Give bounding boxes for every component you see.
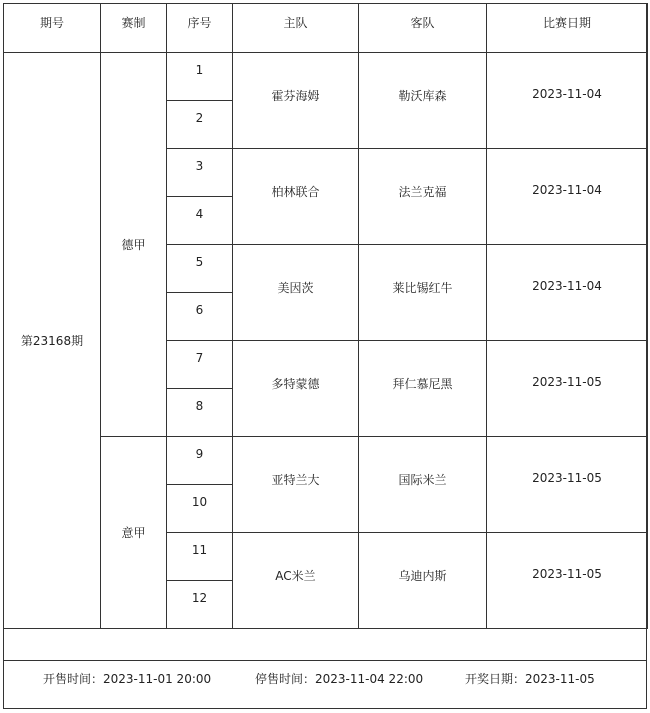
- away-team-cell: 乌迪内斯: [359, 533, 487, 629]
- league-cell-bundesliga: 德甲: [101, 53, 167, 437]
- table-row: [4, 53, 648, 101]
- number-cell: 12: [167, 581, 233, 629]
- header-number: 序号: [167, 4, 233, 53]
- match-date-cell: 2023-11-04: [487, 53, 648, 149]
- league-cell-serie-a: 意甲: [101, 437, 167, 629]
- table-row: [4, 437, 648, 485]
- number-cell: 6: [167, 293, 233, 341]
- header-away-team: 客队: [359, 4, 487, 53]
- sale-start-time: 开售时间：2023-11-01 20:00: [43, 672, 212, 686]
- match-date-cell: 2023-11-05: [487, 533, 648, 629]
- home-team-cell: 亚特兰大: [233, 437, 359, 533]
- away-team-cell: 法兰克福: [359, 149, 487, 245]
- match-date-cell: 2023-11-04: [487, 245, 648, 341]
- match-date-cell: 2023-11-05: [487, 437, 648, 533]
- home-team-cell: 霍芬海姆: [233, 53, 359, 149]
- number-cell: 8: [167, 389, 233, 437]
- match-date-cell: 2023-11-04: [487, 149, 648, 245]
- number-cell: 5: [167, 245, 233, 293]
- home-team-cell: AC米兰: [233, 533, 359, 629]
- home-team-cell: 多特蒙德: [233, 341, 359, 437]
- number-cell: 1: [167, 53, 233, 101]
- home-team-cell: 柏林联合: [233, 149, 359, 245]
- number-cell: 2: [167, 101, 233, 149]
- number-cell: 10: [167, 485, 233, 533]
- sale-info-footer: [3, 660, 647, 709]
- match-date-cell: 2023-11-05: [487, 341, 648, 437]
- away-team-cell: 国际米兰: [359, 437, 487, 533]
- match-schedule-table: [3, 3, 648, 629]
- header-match-date: 比赛日期: [487, 4, 648, 53]
- header-period: 期号: [4, 4, 101, 53]
- draw-date: 开奖日期：2023-11-05: [465, 672, 595, 686]
- number-cell: 4: [167, 197, 233, 245]
- away-team-cell: 莱比锡红牛: [359, 245, 487, 341]
- number-cell: 7: [167, 341, 233, 389]
- header-league: 赛制: [101, 4, 167, 53]
- number-cell: 3: [167, 149, 233, 197]
- away-team-cell: 拜仁慕尼黑: [359, 341, 487, 437]
- home-team-cell: 美因茨: [233, 245, 359, 341]
- period-cell: 第23168期: [4, 53, 101, 629]
- number-cell: 11: [167, 533, 233, 581]
- header-row: [4, 4, 648, 53]
- number-cell: 9: [167, 437, 233, 485]
- blank-row: [3, 628, 647, 660]
- header-home-team: 主队: [233, 4, 359, 53]
- sale-stop-time: 停售时间：2023-11-04 22:00: [255, 672, 424, 686]
- away-team-cell: 勒沃库森: [359, 53, 487, 149]
